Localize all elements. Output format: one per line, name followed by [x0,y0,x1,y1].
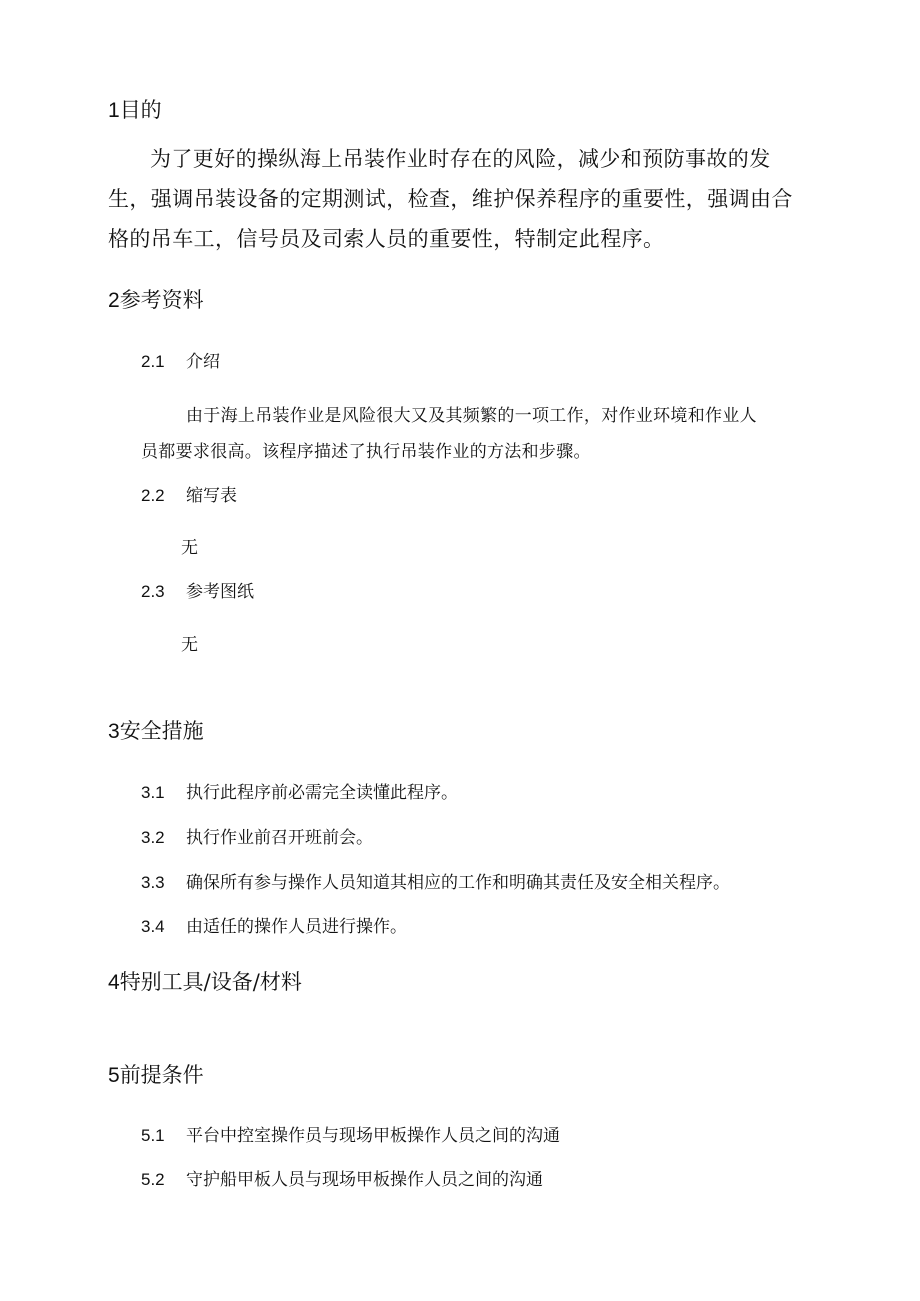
subsection-title: 缩写表 [186,486,237,506]
subsection-body: 无 [181,635,198,655]
paragraph-line: 格的吊车工，信号员及司索人员的重要性，特制定此程序。 [108,227,665,251]
section-5-heading [108,1062,204,1089]
section-4-heading [108,969,302,996]
item-text: 守护船甲板人员与现场甲板操作人员之间的沟通 [186,1170,543,1190]
section-title: 安全措施 [119,719,204,743]
subsection-number: 2.3 [141,582,165,601]
item-number: 3.4 [141,917,165,936]
section-3-heading [108,718,204,745]
subsection-2-2-heading [141,484,237,508]
section-title: 特别工具/设备/材料 [119,970,302,994]
subsection-number: 2.1 [141,352,165,371]
subsection-title: 介绍 [186,352,220,372]
item-number: 5.2 [141,1170,165,1189]
list-item [141,1168,543,1192]
list-item [141,781,458,805]
paragraph-line: 员都要求很高。该程序描述了执行吊装作业的方法和步骤。 [141,442,591,462]
section-2-heading [108,287,204,314]
subsection-number: 2.2 [141,486,165,505]
subsection-2-3-heading [141,580,254,604]
list-item [141,871,730,895]
item-text: 由适任的操作人员进行操作。 [186,917,407,937]
item-number: 3.1 [141,783,165,802]
paragraph-line: 为了更好的操纵海上吊装作业时存在的风险，减少和预防事故的发 [150,147,771,171]
section-title: 目的 [119,98,162,122]
section-number: 3 [108,720,120,743]
section-1-heading [108,97,162,124]
item-number: 3.2 [141,828,165,847]
item-text: 执行作业前召开班前会。 [186,828,373,848]
list-item [141,915,407,939]
item-text: 执行此程序前必需完全读懂此程序。 [186,783,458,803]
item-text: 确保所有参与操作人员知道其相应的工作和明确其责任及安全相关程序。 [186,873,730,893]
subsection-body: 无 [181,538,198,558]
list-item [141,826,373,850]
item-number: 5.1 [141,1126,165,1145]
section-title: 前提条件 [119,1063,204,1087]
item-text: 平台中控室操作员与现场甲板操作人员之间的沟通 [186,1126,560,1146]
item-number: 3.3 [141,873,165,892]
section-title: 参考资料 [119,288,204,312]
subsection-2-1-heading [141,350,220,374]
list-item [141,1124,560,1148]
paragraph-line: 生，强调吊装设备的定期测试，检查，维护保养程序的重要性，强调由合 [108,187,793,211]
subsection-title: 参考图纸 [186,582,254,602]
section-number: 5 [108,1064,120,1087]
section-number: 4 [108,971,120,994]
section-number: 2 [108,289,120,312]
section-number: 1 [108,99,120,122]
paragraph-line: 由于海上吊装作业是风险很大又及其频繁的一项工作，对作业环境和作业人 [186,406,757,426]
